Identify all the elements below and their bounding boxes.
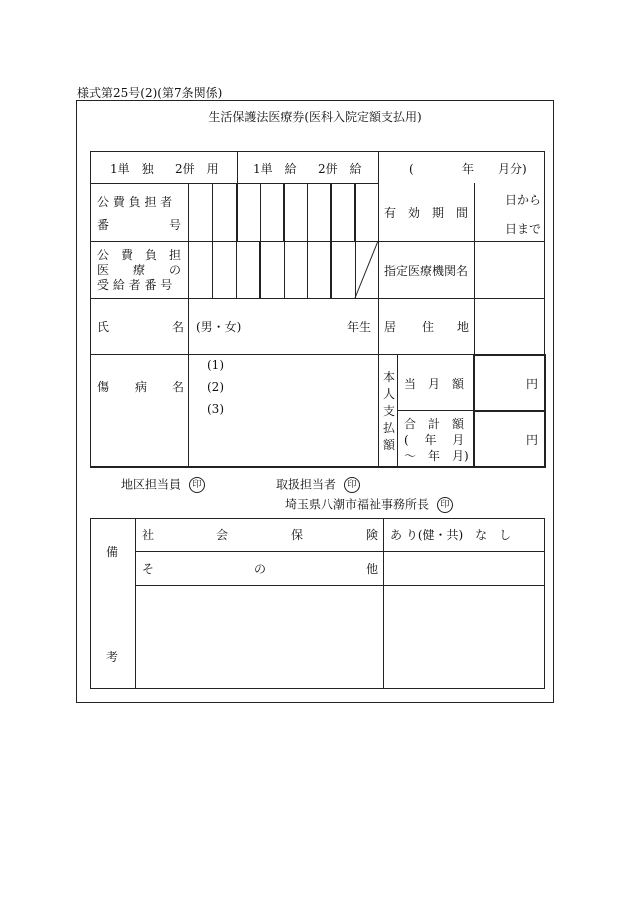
address-label-1: 居 bbox=[384, 320, 397, 334]
office-director-label: 埼玉県八潮市福祉事務所長 bbox=[285, 497, 430, 512]
disease-item-1: (1) bbox=[207, 358, 224, 372]
total-amount-label: 合 計 額 bbox=[404, 417, 465, 431]
self-pay-char-5: 額 bbox=[383, 438, 396, 452]
form-title: 生活保護法医療券(医科入院定額支払用) bbox=[208, 110, 422, 124]
validity-to: 日まで bbox=[505, 222, 542, 236]
form-number: 様式第25号(2)(第7条関係) bbox=[77, 86, 223, 100]
other-char-2: の bbox=[254, 562, 267, 576]
self-pay-char-4: 払 bbox=[383, 421, 396, 435]
period-open: ( bbox=[409, 162, 414, 176]
self-pay-char-2: 人 bbox=[383, 387, 396, 401]
self-pay-char-3: 支 bbox=[383, 404, 396, 418]
monthly-amount-label: 当 月 額 bbox=[404, 377, 465, 391]
address-label-2: 住 bbox=[422, 320, 435, 334]
district-officer bbox=[121, 477, 205, 493]
self-pay-char-1: 本 bbox=[383, 370, 396, 384]
recipient-label-3: 受 給 者 番 号 bbox=[97, 278, 173, 292]
remarks-label-2: 考 bbox=[106, 650, 119, 664]
insurance-status: あ り(健・共) な し bbox=[390, 528, 512, 542]
single-benefit-option: 1単 給 bbox=[253, 162, 297, 176]
recipient-label-2: 医 療 の bbox=[97, 263, 182, 277]
social-insurance-char-3: 保 bbox=[291, 528, 304, 542]
birth-year-label: 年生 bbox=[347, 320, 372, 334]
seal-icon: 印 bbox=[437, 497, 453, 513]
total-amount-period-1: ( 年 月 bbox=[404, 433, 465, 447]
disease-label-2: 病 bbox=[135, 380, 148, 394]
social-insurance-char-4: 険 bbox=[366, 528, 379, 542]
name-label-first: 氏 bbox=[97, 320, 110, 334]
district-officer-label: 地区担当員 bbox=[121, 477, 182, 492]
remarks-label-1: 備 bbox=[106, 545, 119, 559]
total-amount-period-2: ～ 年 月) bbox=[404, 449, 469, 463]
payer-number-label-1: 公 費 負 担 者 bbox=[97, 195, 173, 209]
monthly-yen: 円 bbox=[526, 377, 539, 391]
recipient-label-1: 公 費 負 担 bbox=[97, 248, 182, 262]
payer-number-label-2: 番 号 bbox=[97, 218, 182, 232]
seal-icon: 印 bbox=[189, 477, 205, 493]
period-month: 月分) bbox=[498, 162, 527, 176]
disease-item-3: (3) bbox=[207, 402, 224, 416]
combined-only-option: 2併 用 bbox=[175, 162, 219, 176]
social-insurance-char-1: 社 bbox=[142, 528, 155, 542]
address-label-3: 地 bbox=[457, 320, 470, 334]
validity-from: 日から bbox=[505, 193, 542, 207]
other-char-1: そ bbox=[142, 562, 155, 576]
handler-officer bbox=[276, 477, 360, 493]
handler-officer-label: 取扱担当者 bbox=[276, 477, 337, 492]
designated-institution-label: 指定医療機関名 bbox=[384, 264, 469, 278]
office-director bbox=[285, 497, 453, 513]
name-label-second: 名 bbox=[172, 320, 185, 334]
disease-label-3: 名 bbox=[172, 380, 185, 394]
social-insurance-char-2: 会 bbox=[216, 528, 229, 542]
disease-item-2: (2) bbox=[207, 380, 224, 394]
validity-label: 有 効 期 間 bbox=[384, 206, 469, 220]
total-yen: 円 bbox=[526, 433, 539, 447]
other-char-3: 他 bbox=[366, 562, 379, 576]
combined-benefit-option: 2併 給 bbox=[318, 162, 362, 176]
period-year: 年 bbox=[462, 162, 475, 176]
seal-icon: 印 bbox=[344, 477, 360, 493]
disease-label-1: 傷 bbox=[97, 380, 110, 394]
single-only-option: 1単 独 bbox=[110, 162, 154, 176]
gender-label: (男・女) bbox=[196, 320, 242, 334]
